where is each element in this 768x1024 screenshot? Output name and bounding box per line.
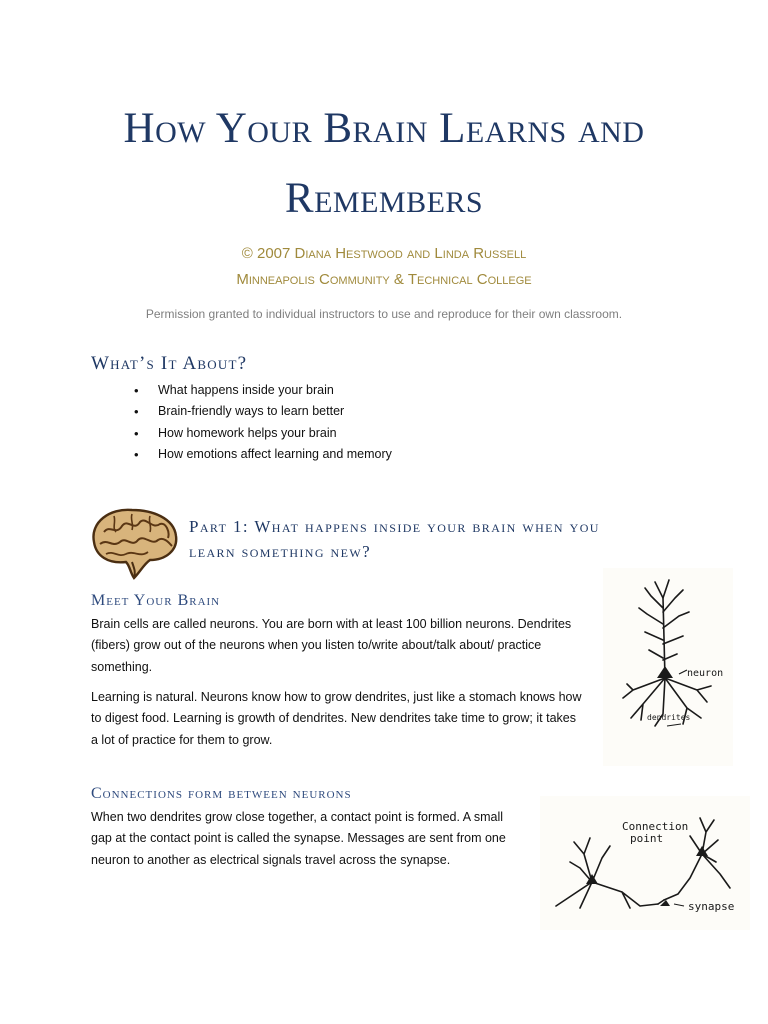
bullet-icon: • xyxy=(134,446,139,462)
title-line-2: Remembers xyxy=(284,175,484,222)
meet-paragraph-1: Brain cells are called neurons. You are born with at least 100 billion neurons. Dendrites (fibers) grow out of the neurons when you listen to/write about/talk about/ practice something. xyxy=(91,617,572,674)
part1-heading: Part 1: What happens inside your brain when you learn something new? xyxy=(189,517,600,561)
bullet-icon: • xyxy=(134,404,139,420)
list-item: • How emotions affect learning and memory xyxy=(134,444,392,465)
document-title xyxy=(60,94,708,234)
about-list xyxy=(134,380,392,465)
list-item: • How homework helps your brain xyxy=(134,423,392,444)
neuron-illustration xyxy=(603,568,733,766)
meet-paragraph-2: Learning is natural. Neurons know how to grow dendrites, just like a stomach knows how to digest food. Learning is growth of dendrites. New dendrites take time to grow; it takes a lot of practice for them to grow. xyxy=(91,690,582,747)
connections-paragraph: When two dendrites grow close together, a contact point is formed. A small gap at the contact point is called the synapse. Messages are sent from one neuron to another as electrical signals travel across the synapse. xyxy=(91,810,506,867)
copyright-line: © 2007 Diana Hestwood and Linda Russell xyxy=(241,245,527,262)
meet-brain-heading: Meet Your Brain xyxy=(91,592,221,609)
connections-heading: Connections form between neurons xyxy=(91,785,352,802)
brain-illustration xyxy=(86,502,180,582)
bullet-icon: • xyxy=(134,383,139,398)
connection-label: Connection xyxy=(622,820,689,833)
bullet-icon: • xyxy=(134,425,139,441)
point-label: point xyxy=(630,832,664,845)
institution-line: Minneapolis Community & Technical College xyxy=(236,271,532,288)
list-item: • Brain-friendly ways to learn better xyxy=(134,401,392,422)
list-item: • What happens inside your brain xyxy=(134,380,392,401)
title-line-1: How Your Brain Learns and xyxy=(123,105,645,152)
permission-note: Permission granted to individual instructors to use and reproduce for their own classroom. xyxy=(145,307,623,321)
synapse-label: synapse xyxy=(688,900,735,913)
neuron-label: neuron xyxy=(687,668,724,679)
dendrites-label: dendrites xyxy=(647,713,691,722)
connection-illustration xyxy=(540,796,750,930)
about-heading: What’s It About? xyxy=(91,353,248,374)
